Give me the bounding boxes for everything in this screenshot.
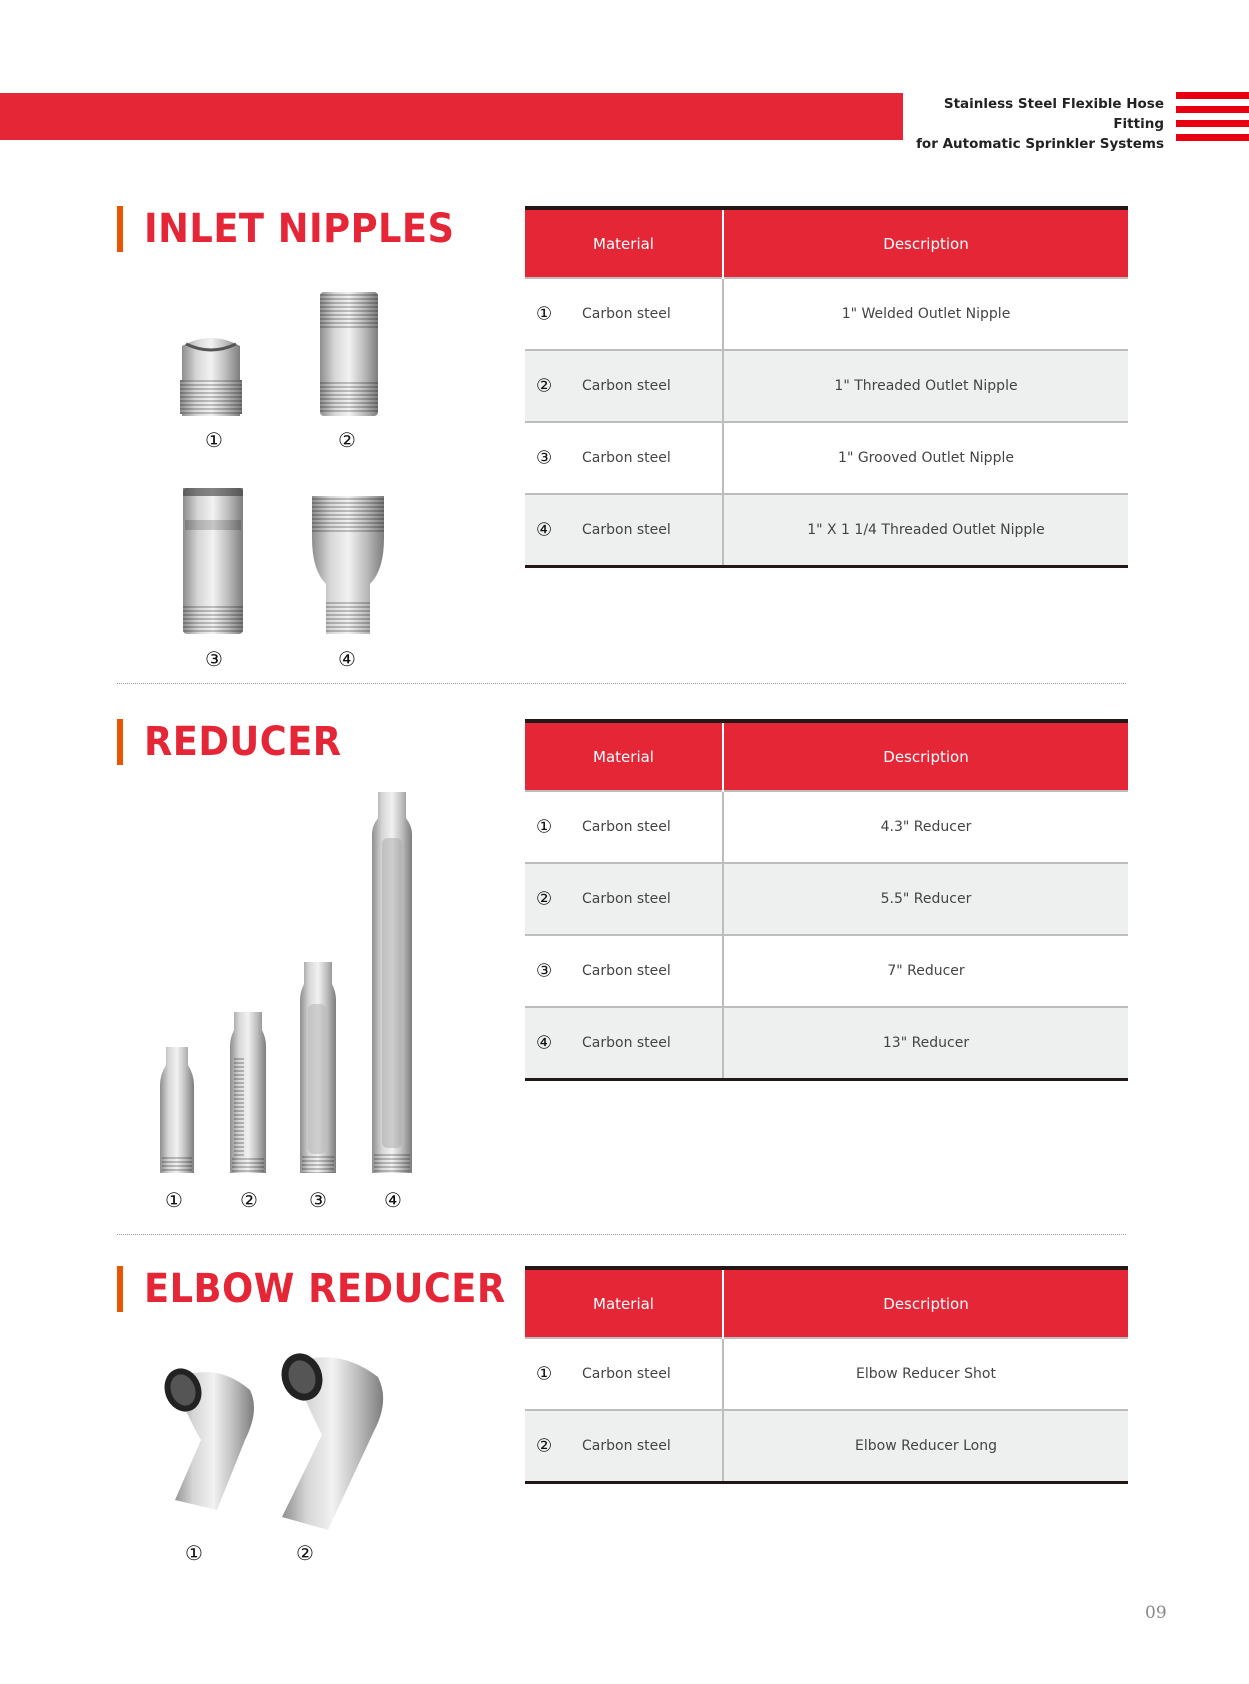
- row-number: ②: [536, 888, 553, 910]
- header-red-bar: [0, 93, 903, 140]
- description-cell: Elbow Reducer Shot: [723, 1338, 1128, 1410]
- reducer-5-5-image: [228, 1010, 268, 1175]
- title-accent-bar: [117, 1266, 123, 1312]
- section-title-elbow-reducer: ELBOW REDUCER: [117, 1266, 537, 1312]
- row-number: ①: [536, 1363, 553, 1385]
- table-header-row: [525, 1268, 1128, 1338]
- reducer-7-image: [298, 960, 338, 1175]
- material-cell: Carbon steel: [582, 450, 671, 466]
- column-header-material: Material: [525, 721, 723, 791]
- inlet-nipples-table: [525, 206, 1128, 568]
- row-number: ①: [536, 816, 553, 838]
- table-row: [525, 422, 1128, 494]
- threaded-outlet-nipple-image: [318, 290, 380, 418]
- row-number: ①: [536, 303, 553, 325]
- section-divider: [117, 1234, 1126, 1235]
- elbow-reducer-short-image: [155, 1360, 260, 1520]
- elbow-reducer-table: [525, 1266, 1128, 1484]
- table-row: [525, 494, 1128, 567]
- column-header-description: Description: [723, 1268, 1128, 1338]
- material-cell: Carbon steel: [582, 963, 671, 979]
- image-label-2: ②: [338, 428, 356, 452]
- description-cell: 1" X 1 1/4 Threaded Outlet Nipple: [723, 494, 1128, 567]
- table-header-row: [525, 208, 1128, 278]
- description-cell: 5.5" Reducer: [723, 863, 1128, 935]
- document-title-line2: for Automatic Sprinkler Systems: [916, 136, 1164, 152]
- page-number: 09: [1145, 1603, 1167, 1623]
- welded-outlet-nipple-image: [176, 332, 246, 420]
- material-cell: Carbon steel: [582, 1366, 671, 1382]
- description-cell: 4.3" Reducer: [723, 791, 1128, 863]
- table-row: [525, 1338, 1128, 1410]
- row-number: ②: [536, 375, 553, 397]
- table-row: [525, 935, 1128, 1007]
- elbow-reducer-long-image: [270, 1345, 395, 1535]
- grooved-outlet-nipple-image: [180, 486, 246, 636]
- stripes-logo-icon: [1176, 92, 1249, 142]
- material-cell: Carbon steel: [582, 306, 671, 322]
- column-header-description: Description: [723, 208, 1128, 278]
- title-accent-bar: [117, 206, 123, 252]
- row-number: ③: [536, 960, 553, 982]
- reducing-threaded-nipple-image: [310, 494, 386, 636]
- description-cell: Elbow Reducer Long: [723, 1410, 1128, 1483]
- material-cell: Carbon steel: [582, 819, 671, 835]
- description-cell: 1" Threaded Outlet Nipple: [723, 350, 1128, 422]
- reducer-4-3-image: [158, 1045, 196, 1175]
- title-accent-bar: [117, 719, 123, 765]
- description-cell: 7" Reducer: [723, 935, 1128, 1007]
- material-cell: Carbon steel: [582, 378, 671, 394]
- row-number: ②: [536, 1435, 553, 1457]
- document-title: [906, 94, 1164, 154]
- image-label-3: ③: [309, 1188, 327, 1212]
- image-label-4: ④: [338, 647, 356, 671]
- table-header-row: [525, 721, 1128, 791]
- image-label-1: ①: [205, 428, 223, 452]
- column-header-material: Material: [525, 1268, 723, 1338]
- section-title-reducer: REDUCER: [117, 719, 359, 765]
- image-label-4: ④: [384, 1188, 402, 1212]
- table-row: [525, 863, 1128, 935]
- section-divider: [117, 683, 1126, 684]
- material-cell: Carbon steel: [582, 1438, 671, 1454]
- table-row: [525, 278, 1128, 350]
- row-number: ④: [536, 1032, 553, 1054]
- description-cell: 1" Welded Outlet Nipple: [723, 278, 1128, 350]
- reducer-13-image: [370, 790, 414, 1175]
- column-header-material: Material: [525, 208, 723, 278]
- column-header-description: Description: [723, 721, 1128, 791]
- reducer-table: [525, 719, 1128, 1081]
- material-cell: Carbon steel: [582, 1035, 671, 1051]
- row-number: ④: [536, 519, 553, 541]
- image-label-1: ①: [165, 1188, 183, 1212]
- document-title-line1: Stainless Steel Flexible Hose Fitting: [943, 96, 1164, 132]
- material-cell: Carbon steel: [582, 891, 671, 907]
- material-cell: Carbon steel: [582, 522, 671, 538]
- table-row: [525, 1410, 1128, 1483]
- image-label-3: ③: [205, 647, 223, 671]
- table-row: [525, 1007, 1128, 1080]
- image-label-1: ①: [185, 1541, 203, 1565]
- table-row: [525, 350, 1128, 422]
- section-title-inlet-nipples: INLET NIPPLES: [117, 206, 482, 252]
- description-cell: 1" Grooved Outlet Nipple: [723, 422, 1128, 494]
- row-number: ③: [536, 447, 553, 469]
- table-row: [525, 791, 1128, 863]
- description-cell: 13" Reducer: [723, 1007, 1128, 1080]
- image-label-2: ②: [296, 1541, 314, 1565]
- image-label-2: ②: [240, 1188, 258, 1212]
